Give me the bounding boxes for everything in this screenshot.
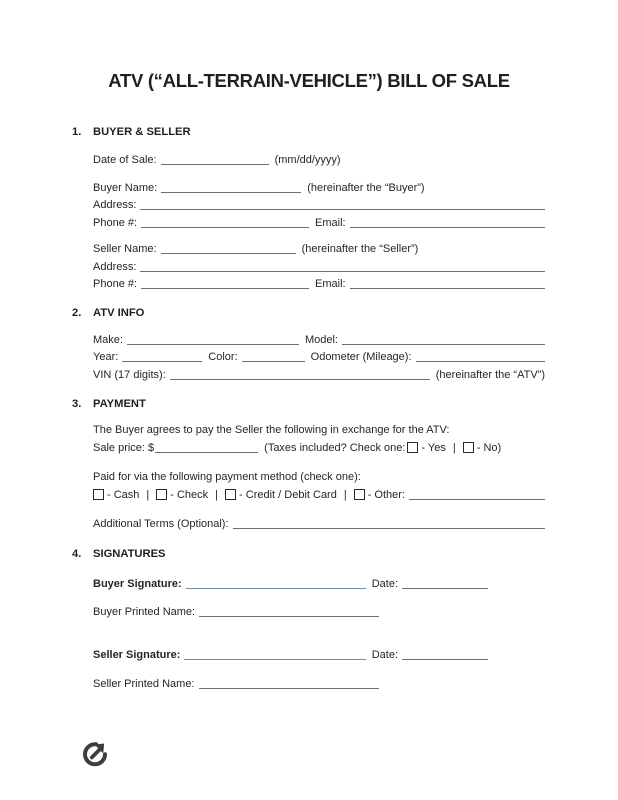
section-heading-payment [72,397,545,412]
section-heading-buyer-seller [72,125,545,140]
separator: | [146,488,150,501]
color-label: Color: [208,351,238,363]
buyer-name-row [93,180,545,198]
seller-address-label: Address: [93,260,137,273]
circular-arrow-export-icon [80,738,110,768]
section-title: ATV INFO [93,306,145,319]
additional-terms-label: Additional Terms (Optional): [93,518,229,530]
payment-method-row [93,487,545,505]
separator: | [215,488,219,501]
buyer-date-field[interactable] [402,587,488,589]
seller-signature-label: Seller Signature: [93,648,181,661]
date-of-sale-row [93,152,545,170]
buyer-name-field[interactable] [161,191,301,193]
buyer-date-label: Date: [371,577,398,590]
cash-checkbox[interactable] [93,489,104,500]
seller-email-field[interactable] [350,287,545,289]
vin-field[interactable] [170,378,430,380]
separator: | [343,488,347,501]
buyer-phone-label: Phone #: [93,216,138,229]
buyer-name-label: Buyer Name: [93,181,158,194]
additional-terms-row [93,516,545,534]
section-number: 1. [72,126,82,138]
separator: | [452,441,456,454]
seller-date-field[interactable] [402,658,488,660]
taxes-prompt: (Taxes included? Check one: [264,441,406,454]
section-number: 3. [72,398,82,410]
taxes-yes-label: - Yes [421,441,446,454]
additional-terms-field[interactable] [233,527,545,529]
section-number: 4. [72,547,82,560]
seller-signature-field[interactable] [184,658,365,660]
buyer-address-label: Address: [93,199,137,211]
vin-suffix: (hereinafter the “ATV”) [435,368,545,381]
page-title: ATV (“ALL-TERRAIN-VEHICLE”) BILL OF SALE [108,70,510,91]
buyer-address-field[interactable] [140,208,545,210]
buyer-address-row [93,197,545,215]
seller-printed-name-field[interactable] [199,687,379,689]
buyer-signature-label: Buyer Signature: [93,577,182,590]
cash-label: - Cash [107,488,140,501]
date-format-hint: (mm/dd/yyyy) [274,154,341,166]
section-title: PAYMENT [93,398,146,410]
credit-debit-label: - Credit / Debit Card [239,488,337,501]
seller-date-label: Date: [371,648,398,661]
buyer-phone-email-row [93,215,545,233]
buyer-signature-field[interactable] [186,587,366,589]
odometer-label: Odometer (Mileage): [310,351,412,363]
section-heading-atv-info [72,306,545,321]
payment-intro-row [93,422,545,440]
seller-email-label: Email: [315,278,346,290]
payment-intro-text: The Buyer agrees to pay the Seller the following in exchange for the ATV: [93,424,450,436]
seller-address-row [93,259,545,277]
seller-signature-row [93,647,488,665]
sale-price-field[interactable] [155,451,258,453]
section-title: BUYER & SELLER [93,126,191,138]
vin-label: VIN (17 digits): [93,368,166,381]
date-of-sale-label: Date of Sale: [93,154,157,166]
sale-price-label: Sale price: $ [93,441,155,454]
vin-row [93,367,545,385]
taxes-yes-checkbox[interactable] [407,442,418,453]
buyer-phone-field[interactable] [141,226,309,228]
check-checkbox[interactable] [156,489,167,500]
seller-printed-name-row [93,676,545,694]
seller-name-label: Seller Name: [93,243,157,255]
buyer-name-suffix: (hereinafter the “Buyer”) [307,181,425,194]
credit-debit-checkbox[interactable] [225,489,236,500]
other-label: - Other: [367,488,405,501]
seller-name-field[interactable] [161,252,296,254]
section-title: SIGNATURES [93,547,166,560]
model-label: Model: [304,333,338,346]
check-label: - Check [170,488,209,501]
seller-phone-email-row [93,276,545,294]
year-color-odometer-row [93,349,545,367]
seller-name-row [93,241,545,259]
payment-method-prompt: Paid for via the following payment method (check one): [93,471,361,483]
other-method-field[interactable] [409,498,545,500]
section-number: 2. [72,306,82,319]
taxes-no-label: - No) [476,441,502,454]
make-model-row [93,332,545,350]
buyer-printed-name-row [93,604,545,622]
seller-phone-field[interactable] [141,287,309,289]
seller-name-suffix: (hereinafter the “Seller”) [301,243,419,255]
odometer-field[interactable] [416,360,545,362]
seller-printed-name-label: Seller Printed Name: [93,678,195,690]
taxes-no-checkbox[interactable] [463,442,474,453]
year-label: Year: [93,351,119,363]
year-field[interactable] [122,360,202,362]
model-field[interactable] [342,343,545,345]
sale-price-row [93,440,545,458]
color-field[interactable] [242,360,305,362]
make-label: Make: [93,333,123,346]
buyer-printed-name-label: Buyer Printed Name: [93,606,196,618]
buyer-email-field[interactable] [350,226,545,228]
date-of-sale-field[interactable] [161,163,269,165]
buyer-signature-row [93,576,488,594]
seller-phone-label: Phone #: [93,278,138,290]
buyer-printed-name-field[interactable] [199,615,379,617]
section-heading-signatures [72,547,545,562]
seller-address-field[interactable] [140,270,545,272]
payment-method-prompt-row [93,469,545,487]
other-checkbox[interactable] [354,489,365,500]
make-field[interactable] [127,343,299,345]
buyer-email-label: Email: [315,216,346,229]
